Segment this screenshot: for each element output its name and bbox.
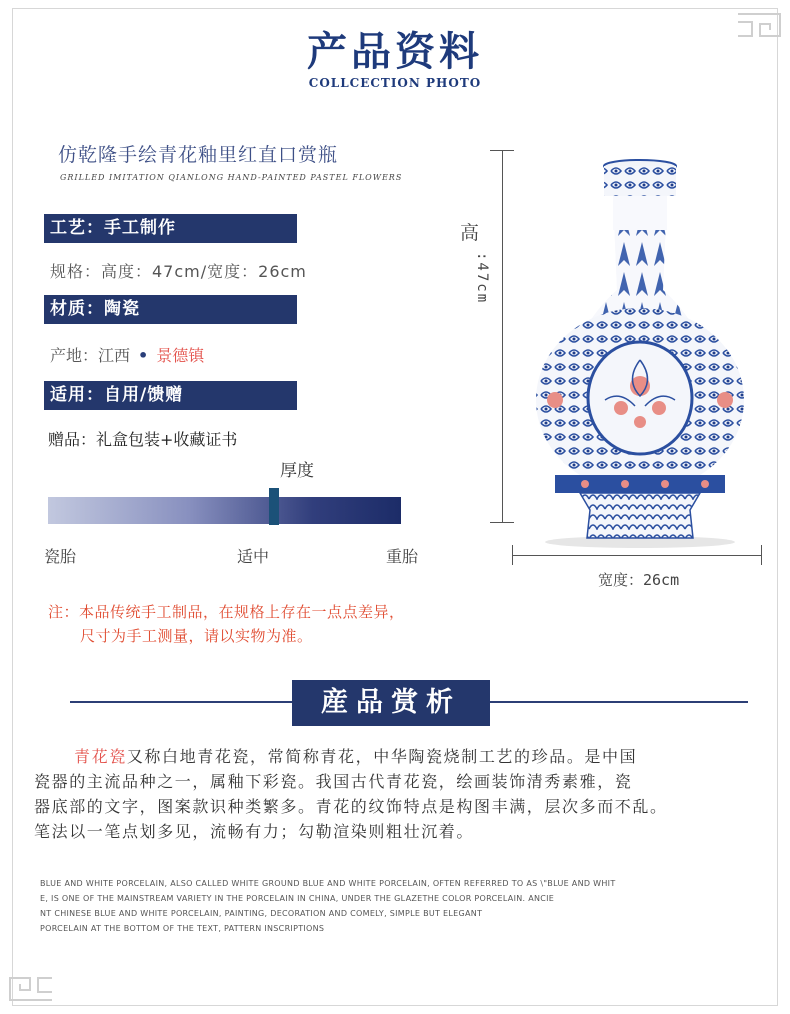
thickness-mid-label: 适中: [237, 547, 270, 566]
analysis-text: 又称白地青花瓷，常简称青花，中华陶瓷烧制工艺的珍品。是中国: [126, 747, 638, 766]
craft-bar: 工艺：手工制作: [44, 214, 297, 243]
gift-line: 赠品：礼盒包装+收藏证书: [48, 430, 238, 449]
width-dimension-line: [512, 555, 762, 556]
thickness-high-label: 重胎: [386, 547, 419, 566]
thickness-marker: [269, 488, 279, 525]
height-dimension-tick: [490, 522, 514, 523]
origin-city: 景德镇: [156, 346, 205, 365]
size-spec: 规格：高度：47cm/宽度：26cm: [50, 262, 307, 281]
page-subtitle: COLLCECTION PHOTO: [308, 76, 482, 90]
english-line: PORCELAIN AT THE BOTTOM OF THE TEXT, PATTERN INSCRIPTIONS: [40, 924, 325, 933]
origin-label: 产地：: [50, 346, 99, 365]
product-name-english: GRILLED IMITATION QIANLONG HAND-PAINTED PASTEL FLOWERS: [60, 173, 403, 182]
width-label: 宽度：26cm: [598, 571, 680, 589]
product-name: 仿乾隆手绘青花釉里红直口赏瓶: [58, 144, 339, 166]
usage-bar: 适用：自用/馈赠: [44, 381, 297, 410]
note-line-2: 尺寸为手工测量，请以实物为准。: [80, 627, 313, 645]
section-divider: [70, 701, 292, 703]
origin-line: [50, 343, 204, 366]
analysis-highlight: 青花瓷: [74, 747, 127, 766]
analysis-line: 器底部的文字，图案款识种类繁多。青花的纹饰特点是构图丰满，层次多而不乱。: [34, 797, 668, 816]
english-line: E, IS ONE OF THE MAINSTREAM VARIETY IN THE PORCELAIN IN CHINA, UNDER THE GLAZETHE COLOR PORCELAIN. ANCIE: [40, 894, 555, 903]
corner-ornament-icon: [8, 974, 54, 1004]
page-title: 产品资料: [307, 28, 483, 75]
vase-image: [525, 150, 755, 550]
analysis-line: 笔法以一笔点划多见，流畅有力；勾勒渲染则粗壮沉着。: [34, 822, 475, 841]
width-dimension-tick: [761, 545, 762, 565]
section-divider: [490, 701, 748, 703]
thickness-label: 厚度: [280, 461, 314, 481]
english-description: [40, 876, 616, 936]
analysis-title: 産品赏析: [292, 680, 490, 726]
origin-province: 江西: [98, 346, 131, 365]
english-line: BLUE AND WHITE PORCELAIN, ALSO CALLED WHITE GROUND BLUE AND WHITE PORCELAIN, OFTEN REFERRED TO AS \"BLUE AND WHIT: [40, 879, 616, 888]
height-dimension-tick: [490, 150, 514, 151]
height-dimension-line: [502, 150, 503, 522]
note-line-1: 注：本品传统手工制品，在规格上存在一点点差异，: [48, 603, 405, 621]
height-value: :47cm: [474, 252, 490, 305]
analysis-paragraph: [34, 744, 776, 844]
analysis-line: 瓷器的主流品种之一，属釉下彩瓷。我国古代青花瓷，绘画装饰清秀素雅，瓷: [34, 772, 633, 791]
thickness-gradient-bar: [48, 497, 401, 524]
width-dimension-tick: [512, 545, 513, 565]
analysis-line: [34, 744, 776, 769]
vase-illustration: [525, 150, 755, 550]
origin-dot: •: [138, 346, 149, 365]
english-line: NT CHINESE BLUE AND WHITE PORCELAIN, PAINTING, DECORATION AND COMELY, SIMPLE BUT ELEGANT: [40, 909, 483, 918]
material-bar: 材质：陶瓷: [44, 295, 297, 324]
height-label: 高: [460, 222, 480, 244]
thickness-low-label: 瓷胎: [44, 547, 77, 566]
